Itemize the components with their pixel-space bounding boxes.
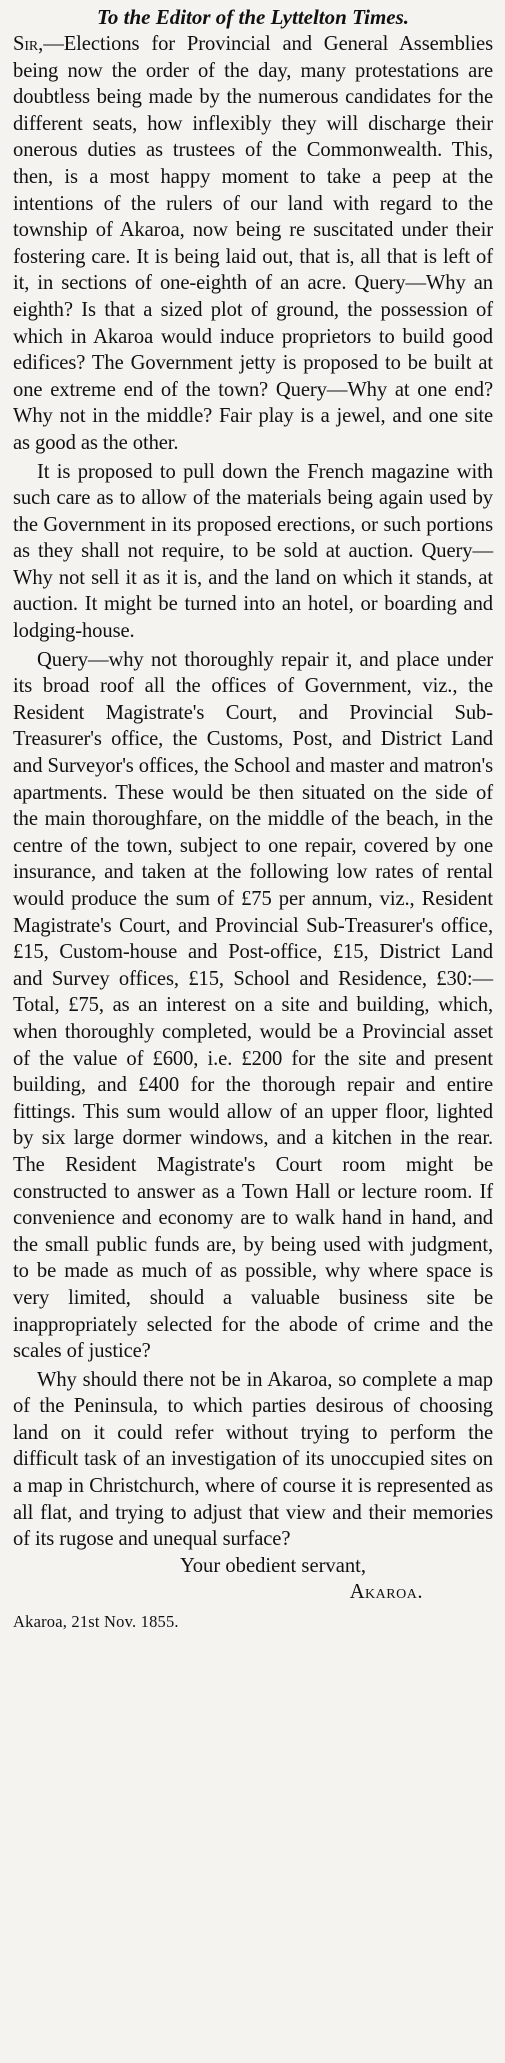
letter-paragraph-3: Query—why not thoroughly repair it, and place under its broad roof all the offices of Government, viz., the Resident Magistrate's Court, and Provincial Sub-Treasurer's office, the Customs, Post, and District Land and Surveyor's offices, the School and master and matron's apartments. These would be then situated on the side of the main thoroughfare, on the middle of the beach, in the centre of the town, subject to one repair, covered by one insurance, and taken at the following low rates of rental would produce the sum of £75 per annum, viz., Resident Magistrate's Court, and Provincial Sub-Treasurer's office, £15, Custom-house and Post-office, £15, District Land and Survey offices, £15, School and Residence, £30:—Total, £75, as an interest on a site and building, which, when thoroughly completed, would be a Provincial asset of the value of £600, i.e. £200 for the site and present building, and £400 for the thorough repair and entire fittings. This sum would allow of an upper floor, lighted by six large dormer windows, and a kitchen in the rear. The Resident Magistrate's Court room might be constructed to answer as a Town Hall or lecture room. If convenience and economy are to walk hand in hand, and the small public funds are, by being used with judgment, to be made as much of as possible, why where space is very limited, should a valuable business site be inappropriately selected for the abode of crime and the scales of justice? bbox=[13, 648, 493, 1363]
letter-paragraph-4: Why should there not be in Akaroa, so complete a map of the Peninsula, to which parties desirous of choosing land on it could refer without trying to perform the difficult task of an investigation of its unoccupied sites on a map in Christchurch, where of course it is represented as all flat, and trying to adjust that view and their memories of its rugose and unequal surface? bbox=[13, 1368, 493, 1551]
dateline: Akaroa, 21st Nov. 1855. bbox=[13, 1612, 179, 1632]
letter-paragraph-2: It is proposed to pull down the French magazine with such care as to allow of the materials being again used by the Government in its proposed erections, or such portions as they shall not require, to be sold at auction. Query—Why not sell it as it is, and the land on which it stands, at auction. It might be turned into an hotel, or boarding and lodging-house. bbox=[13, 460, 493, 643]
salutation: Sir, bbox=[13, 33, 44, 55]
closing-line: Your obedient servant, bbox=[179, 1554, 367, 1577]
signature: Akaroa. bbox=[349, 1581, 423, 1604]
letter-heading: To the Editor of the Lyttelton Times. bbox=[96, 5, 410, 29]
letter-paragraph-1 bbox=[13, 31, 493, 457]
paragraph-1-text: —Elections for Provincial and General Assemblies being now the order of the day, many protestations are doubtless being made by the numerous candidates for the different seats, how inflexibly they will discharge their onerous duties as trustees of the Commonwealth. This, then, is a most happy moment to take a peep at the intentions of the rulers of our land with regard to the township of Akaroa, now being re suscitated under their fostering care. It is being laid out, that is, all that is left of it, in sections of one-eighth of an acre. Query—Why an eighth? Is that a sized plot of ground, the possession of which in Akaroa would induce proprietors to build good edifices? The Government jetty is proposed to be built at one extreme end of the town? Query—Why at one end? Why not in the middle? Fair play is a jewel, and one site as good as the other. bbox=[13, 33, 493, 454]
